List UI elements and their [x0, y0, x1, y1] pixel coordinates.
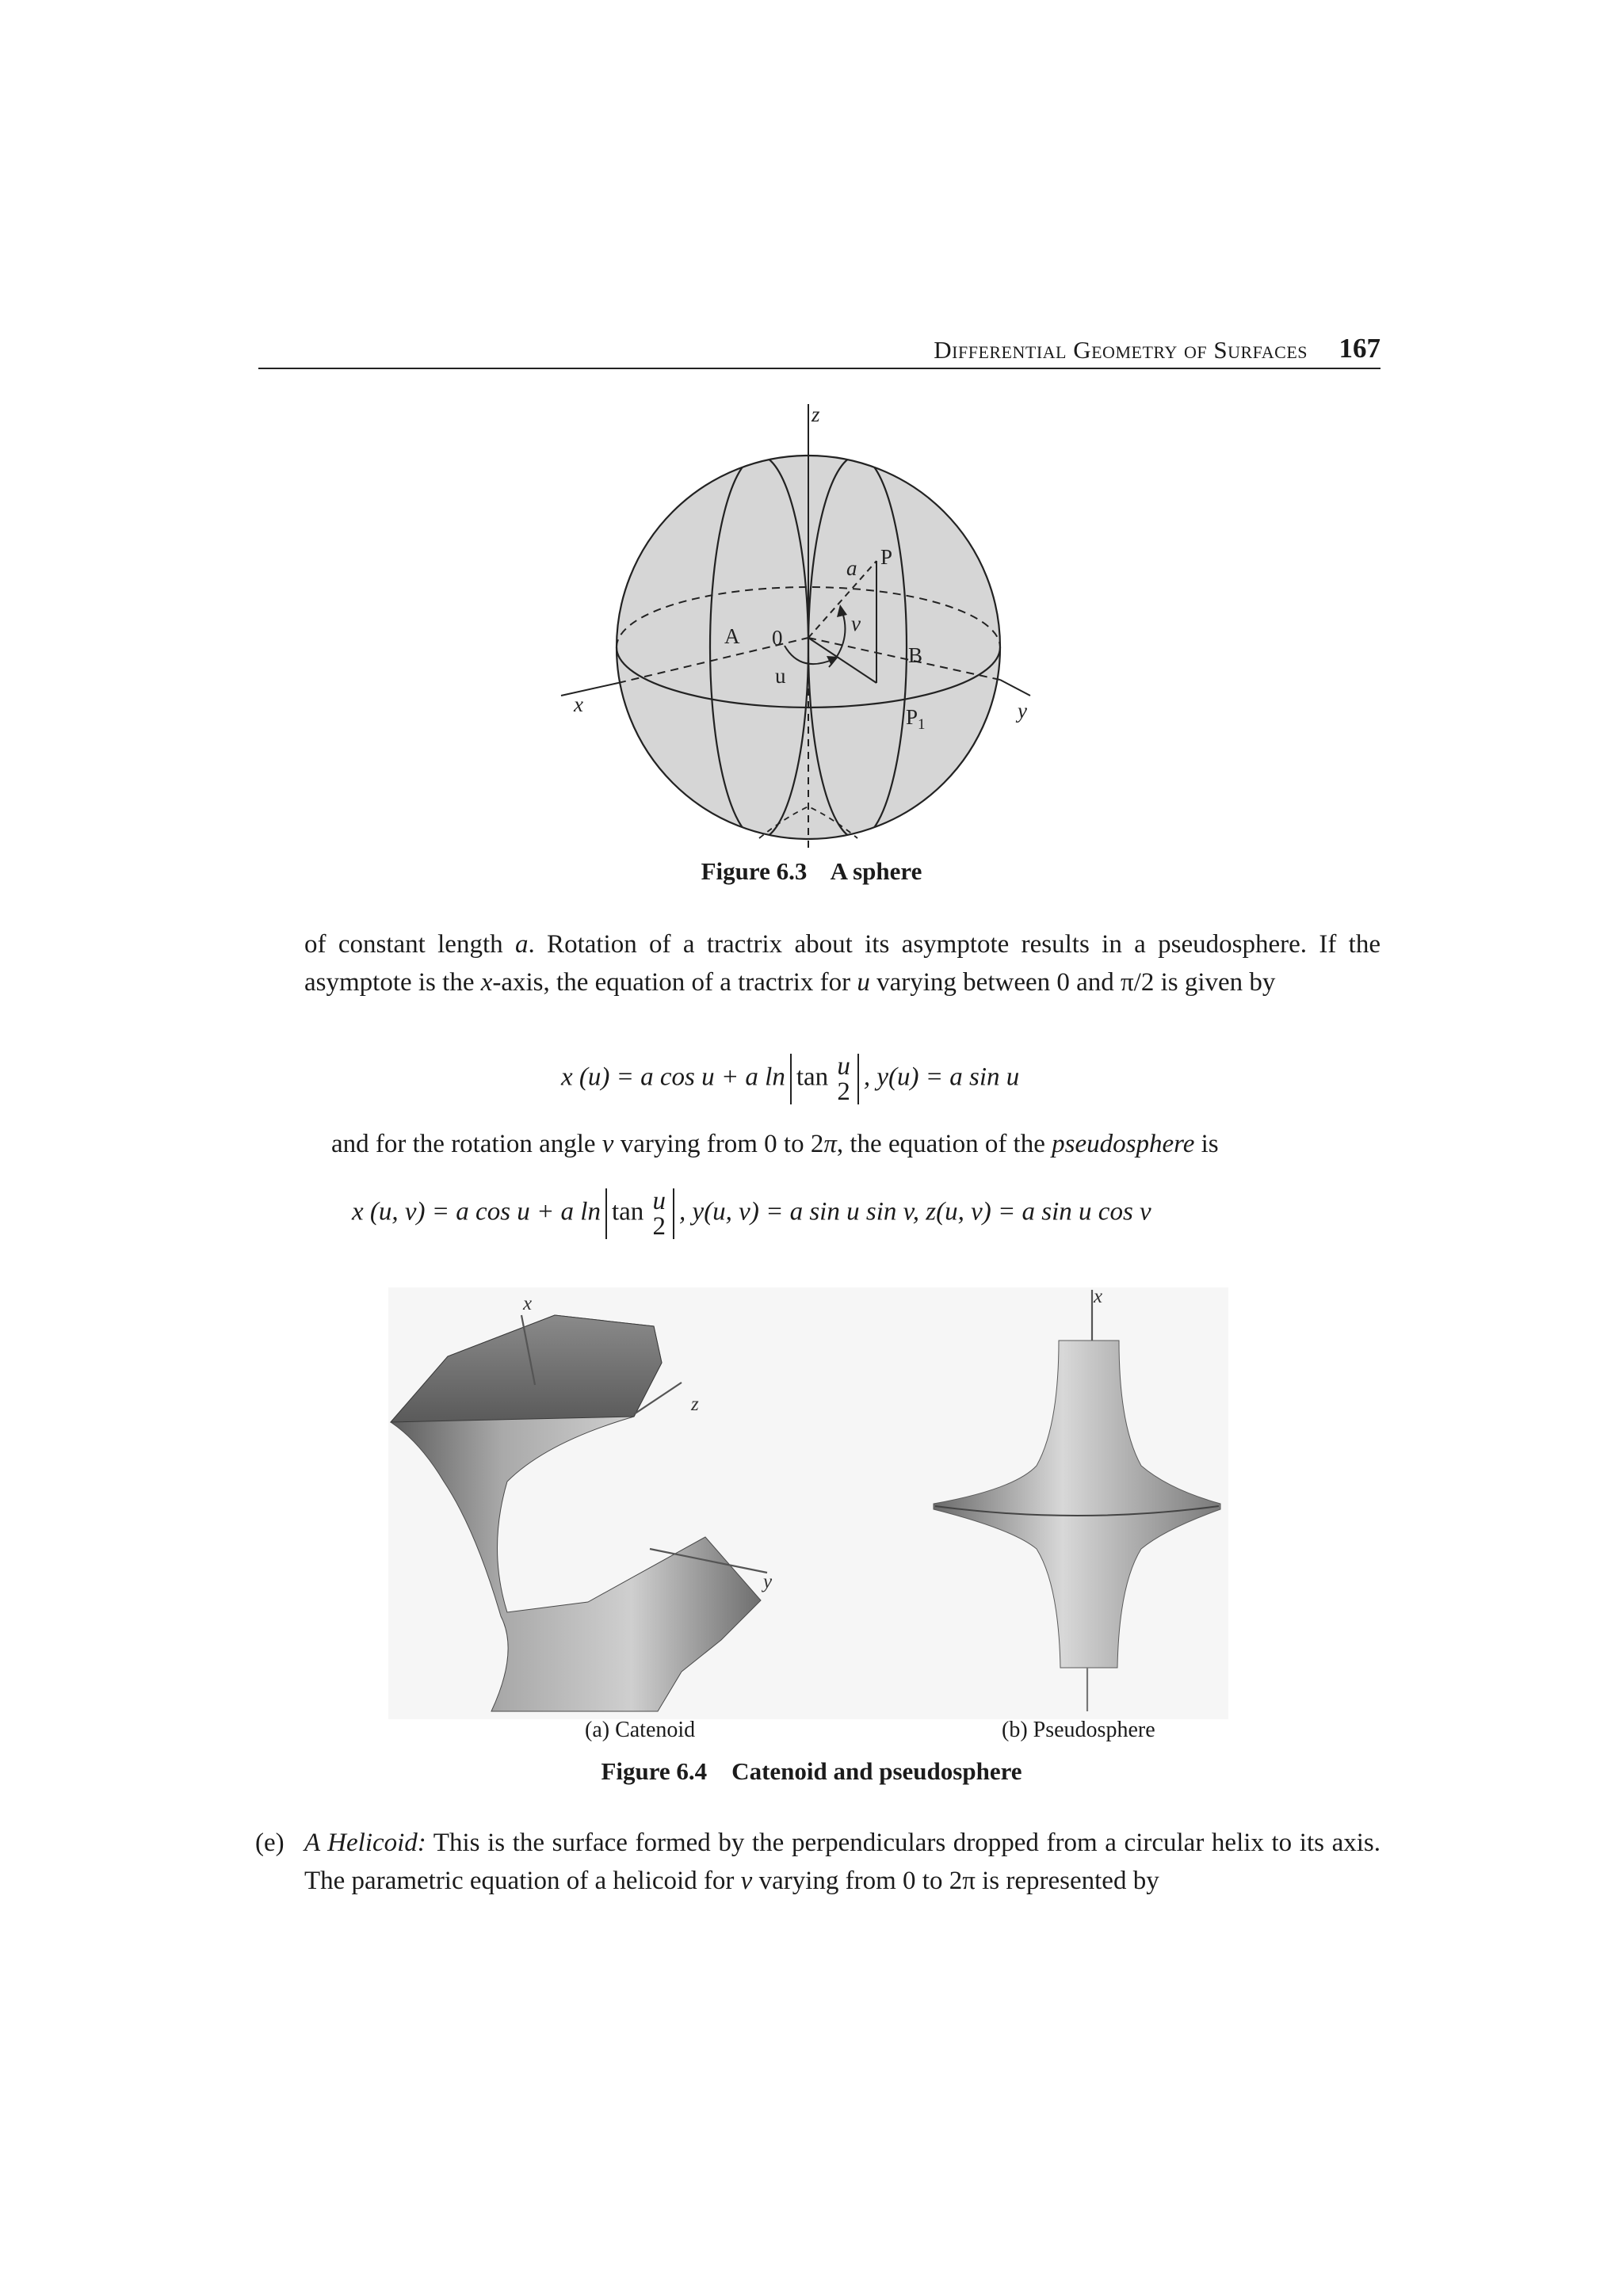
subcaption-pseudosphere: (b) Pseudosphere: [1002, 1718, 1155, 1742]
label-y: y: [1018, 699, 1027, 723]
figure-6-4-caption: Figure 6.4 Catenoid and pseudosphere: [601, 1757, 1022, 1785]
label-p1: $P_1$: [906, 705, 926, 733]
catenoid-label-x: x: [523, 1293, 533, 1314]
pseudosphere-label-x: x: [1094, 1286, 1103, 1307]
y-axis: [1000, 680, 1030, 696]
label-z: z: [812, 402, 820, 426]
catenoid-pseudosphere-figure: [388, 1283, 1236, 1727]
label-b: B: [908, 643, 923, 667]
label-v: v: [851, 612, 861, 635]
catenoid-label-z: z: [691, 1394, 699, 1415]
sphere-figure: [547, 396, 1070, 856]
label-x: x: [574, 692, 583, 716]
figure-6-3-caption: Figure 6.3 A sphere: [701, 857, 922, 885]
catenoid-label-y: y: [763, 1571, 773, 1592]
label-origin: 0: [772, 626, 783, 650]
equation-tractrix: x (u) = a cos u + a ln tan u 2 , y(u) = a sin u: [561, 1052, 1020, 1106]
label-a-point: A: [724, 624, 740, 648]
x-axis: [561, 683, 618, 696]
subcaption-catenoid: (a) Catenoid: [585, 1718, 696, 1742]
paragraph-tractrix: of constant length a. Rotation of a tractrix about its asymptote results in a pseudosphere. If the asymptote is the x-axis, the equation of a tractrix for u varying between 0 and π/2 is given by: [304, 930, 1381, 997]
label-u: u: [775, 664, 786, 688]
item-e-marker: (e): [255, 1829, 285, 1857]
label-p: P: [880, 545, 893, 569]
label-a: a: [846, 556, 857, 580]
running-title: Differential Geometry of Surfaces: [934, 336, 1308, 364]
page-number: 167: [1338, 333, 1381, 364]
item-e-helicoid: A Helicoid: This is the surface formed by the perpendiculars dropped from a circular helix to its axis. The parametric equation of a helicoid for v varying from 0 to 2π is represented by: [304, 1829, 1381, 1895]
paragraph-rotation: and for the rotation angle v varying from 0 to 2π, the equation of the pseudosphere is: [331, 1130, 1219, 1158]
running-header: [258, 331, 1381, 369]
equation-pseudosphere: x (u, v) = a cos u + a ln tan u 2 , y(u, v) = a sin u sin v, z(u, v) = a sin u cos v: [352, 1187, 1151, 1241]
